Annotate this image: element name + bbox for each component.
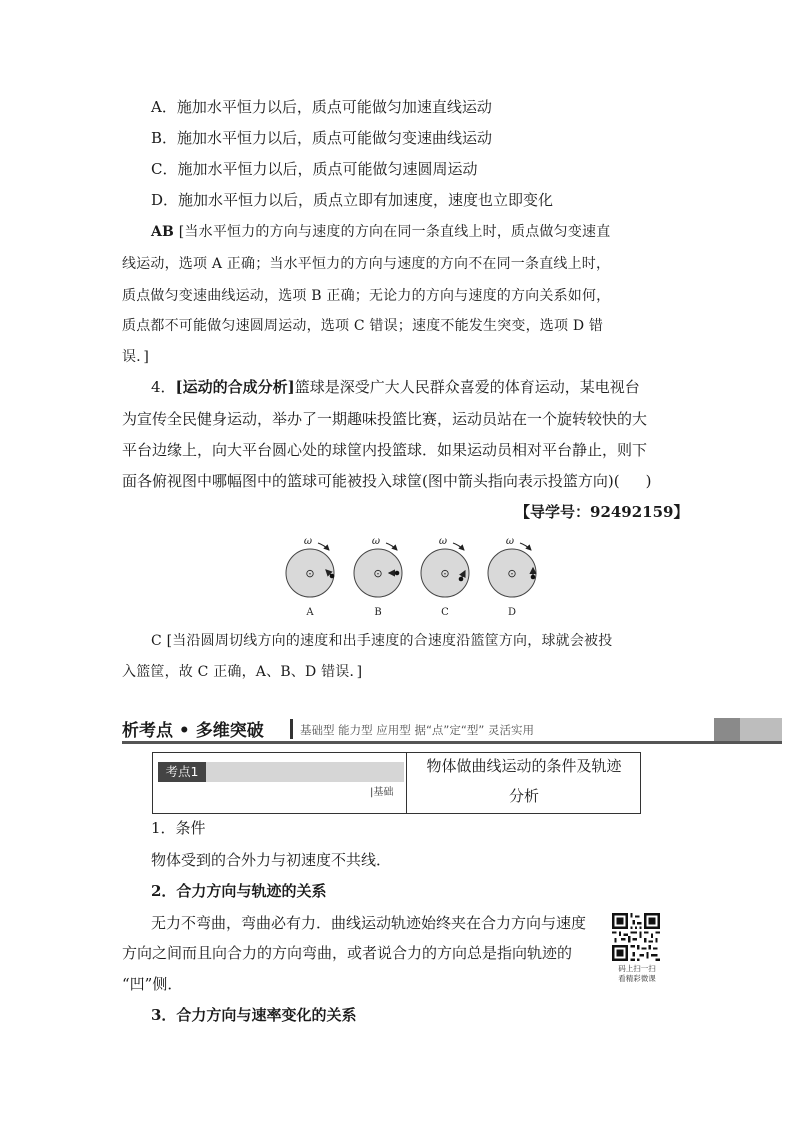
basket-center-mark: ⊙ — [305, 567, 315, 580]
section-divider — [290, 719, 293, 739]
figure-rotating-platforms — [280, 535, 560, 620]
qr-caption — [610, 964, 664, 984]
section-title: 析考点 • 多维突破 — [122, 721, 264, 741]
answer3-line: 质点都不可能做匀速圆周运动，选项 C 错误；速度不能发生突变，选项 D 错 — [122, 318, 604, 334]
paragraph-line: “凹”侧． — [122, 975, 183, 993]
omega-label: ω — [303, 536, 313, 547]
rotation-arrow — [318, 543, 329, 550]
kaodian-title-line: 物体做曲线运动的条件及轨迹 — [426, 757, 622, 775]
answer4-key: C — [151, 633, 162, 649]
answer4-line: 入篮筐，故 C 正确，A、B、D 错误．] — [122, 664, 363, 680]
answer4-line: [当沿圆周切线方向的速度和出手速度的合速度沿篮筐方向，球就会被投 — [166, 633, 613, 649]
question4-line: 为宣传全民健身运动，举办了一期趣味投篮比赛，运动员站在一个旋转较快的大 — [122, 410, 648, 428]
section-rule — [122, 741, 782, 744]
option-b: B．施加水平恒力以后，质点可能做匀变速曲线运动 — [151, 129, 493, 147]
option-d: D．施加水平恒力以后，质点立即有加速度，速度也立即变化 — [151, 191, 554, 209]
figure-label: C — [441, 607, 449, 618]
rotation-arrow — [453, 543, 464, 550]
qr-caption-line: 看精彩微课 — [618, 974, 656, 983]
basketball-dot — [395, 571, 400, 576]
basketball-dot — [531, 575, 536, 580]
option-c: C．施加水平恒力以后，质点可能做匀速圆周运动 — [151, 160, 478, 178]
basket-center-mark: ⊙ — [507, 567, 517, 580]
answer3-line: 质点做匀变速曲线运动，选项 B 正确；无论力的方向与速度的方向关系如何， — [122, 288, 611, 304]
omega-label: ω — [438, 536, 448, 547]
rotation-arrow — [520, 543, 531, 550]
heading-force-speed: 3．合力方向与速率变化的关系 — [151, 1006, 357, 1024]
heading-force-trajectory: 2．合力方向与轨迹的关系 — [151, 882, 327, 900]
guide-number: 【导学号：92492159】 — [515, 503, 689, 521]
answer4-first-line — [151, 631, 612, 651]
platform-b — [354, 536, 402, 618]
question4-last-line — [122, 471, 651, 491]
section-band-block — [740, 718, 782, 742]
basketball-dot — [330, 574, 335, 579]
question4-line: 面各俯视图中哪幅图中的篮球可能被投入球筐(图中箭头指向表示投篮方向)( — [122, 472, 620, 490]
question4-close-paren: ) — [645, 472, 652, 490]
platform-c — [421, 536, 469, 618]
section-band-block — [714, 718, 740, 742]
paragraph-line: 无力不弯曲，弯曲必有力．曲线运动轨迹始终夹在合力方向与速度 — [151, 914, 587, 932]
option-a: A．施加水平恒力以后，质点可能做匀加速直线运动 — [151, 98, 492, 116]
section-subtitle: 基础型 能力型 应用型 据“点”定“型” 灵活实用 — [300, 723, 534, 737]
omega-label: ω — [371, 536, 381, 547]
platform-d — [488, 536, 536, 618]
qr-code — [612, 913, 660, 961]
answer3-line: 误．] — [122, 349, 150, 365]
figure-label: A — [306, 607, 314, 618]
paragraph-condition: 物体受到的合外力与初速度不共线． — [151, 851, 392, 869]
answer3-key: AB — [151, 224, 175, 240]
question4-tag: [运动的合成分析] — [175, 378, 295, 396]
answer3-line: [当水平恒力的方向与速度的方向在同一条直线上时，质点做匀变速直 — [178, 224, 611, 240]
question4-line: 篮球是深受广大人民群众喜爱的体育运动，某电视台 — [294, 378, 640, 396]
kaodian-tag-bar — [206, 762, 404, 782]
figure-label: D — [507, 607, 517, 618]
paragraph-line: 方向之间而且向合力的方向弯曲，或者说合力的方向总是指向轨迹的 — [122, 944, 573, 962]
basketball-dot — [459, 577, 464, 582]
heading-condition: 1．条件 — [151, 819, 206, 837]
question4-first-line — [151, 377, 640, 397]
kaodian-level: |基础 — [370, 787, 394, 798]
question4-number: 4． — [151, 378, 176, 396]
kaodian-tag: 考点1 — [158, 762, 206, 782]
question4-line: 平台边缘上，向大平台圆心处的球筐内投篮球．如果运动员相对平台静止，则下 — [122, 441, 648, 459]
figure-label: B — [374, 607, 382, 618]
qr-caption-line: 码上扫一扫 — [618, 964, 656, 973]
answer3-line: 线运动，选项 A 正确；当水平恒力的方向与速度的方向不在同一条直线上时， — [122, 256, 611, 272]
basket-center-mark: ⊙ — [440, 567, 450, 580]
rotation-arrow — [386, 543, 397, 550]
kaodian-title-line: 分析 — [508, 787, 539, 805]
answer3-first-line — [151, 222, 610, 242]
platform-a — [286, 536, 334, 618]
basket-center-mark: ⊙ — [373, 567, 383, 580]
omega-label: ω — [505, 536, 515, 547]
